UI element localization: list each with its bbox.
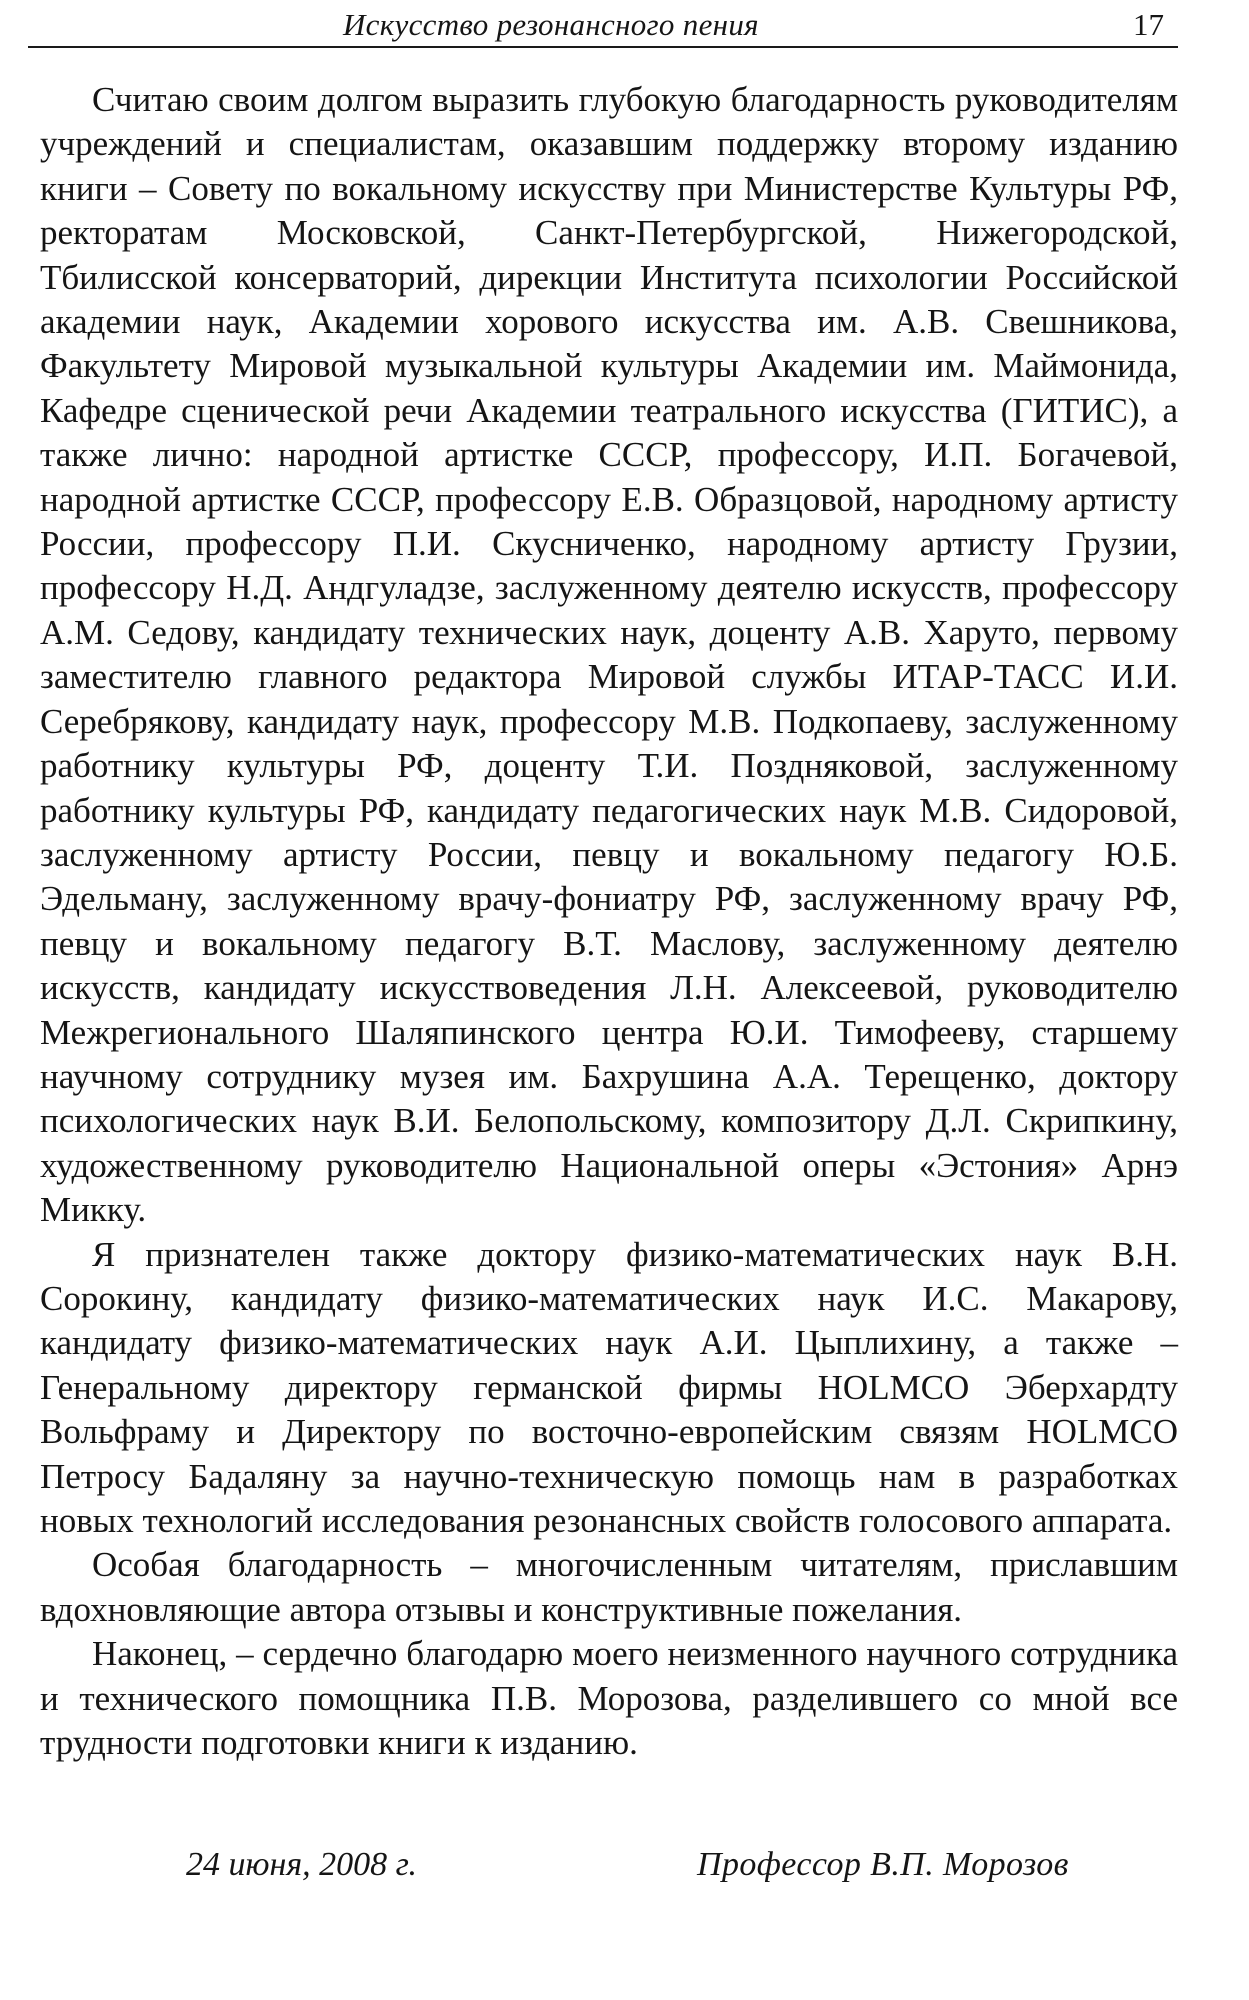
running-header-title: Искусство резонансного пения [343,7,759,42]
body-text [40,78,1178,1765]
paragraph-assistant-thanks: Наконец, – сердечно благодарю моего неизменного научного сотрудника и технического помощника П.В. Морозова, разделившего со мной все трудности подготовки книги к изданию. [40,1634,1178,1763]
signature-line [0,1840,1249,1890]
page-number: 17 [1133,7,1164,42]
signature-author: Профессор В.П. Морозов [697,1846,1069,1883]
paragraph-readers-thanks: Особая благодарность – многочисленным читателям, приславшим вдохновляющие автора отзывы и конструктивные пожелания. [40,1545,1178,1629]
signature-date: 24 июня, 2008 г. [186,1846,417,1883]
running-header [28,4,1178,48]
paragraph-scientific-thanks: Я признателен также доктору физико-математических наук В.Н. Сорокину, кандидату физико-математических наук И.С. Макарову, кандидату физико-математических наук А.И. Цыплихину, а также – Генеральному директору германской фирмы HOLMCO Эберхардту Вольфраму и Директору по восточно-европейским связям HOLMCO Петросу Бадаляну за научно-техническую помощь нам в разработках новых технологий исследования резонансных свойств голосового аппарата. [40,1234,1178,1540]
paragraph-acknowledgements: Считаю своим долгом выразить глубокую благодарность руководителям учреждений и специалистам, оказавшим поддержку второму изданию книги – Совету по вокальному искусству при Министерстве Культуры РФ, ректоратам Московской, Санкт-Петербургской, Нижегородской, Тбилисской консерваторий, дирекции Института психологии Российской академии наук, Академии хорового искусства им. А.В. Свешникова, Факультету Мировой музыкальной культуры Академии им. Маймонида, Кафедре сценической речи Академии театрального искусства (ГИТИС), а также лично: народной артистке СССР, профессору, И.П. Богачевой, народной артистке СССР, профессору Е.В. Образцовой, народному артисту России, профессору П.И. Скусниченко, народному артисту Грузии, профессору Н.Д. Андгуладзе, заслуженному деятелю искусств, профессору А.М. Седову, кандидату технических наук, доценту А.В. Харуто, первому заместителю главного редактора Мировой службы ИТАР-ТАСС И.И. Серебрякову, кандидату наук, профессору М.В. Подкопаеву, заслуженному работнику культуры РФ, доценту Т.И. Поздняковой, заслуженному работнику культуры РФ, кандидату педагогических наук М.В. Сидоровой, заслуженному артисту России, певцу и вокальному педагогу Ю.Б. Эдельману, заслуженному врачу-фониатру РФ, заслуженному врачу РФ, певцу и вокальному педагогу В.Т. Маслову, заслуженному деятелю искусств, кандидату искусствоведения Л.Н. Алексеевой, руководителю Межрегионального Шаляпинского центра Ю.И. Тимофееву, старшему научному сотруднику музея им. Бахрушина А.А. Терещенко, доктору психологических наук В.И. Белопольскому, композитору Д.Л. Скрипкину, художественному руководителю Национальной оперы «Эстония» Арнэ Микку. [40,80,1178,1230]
